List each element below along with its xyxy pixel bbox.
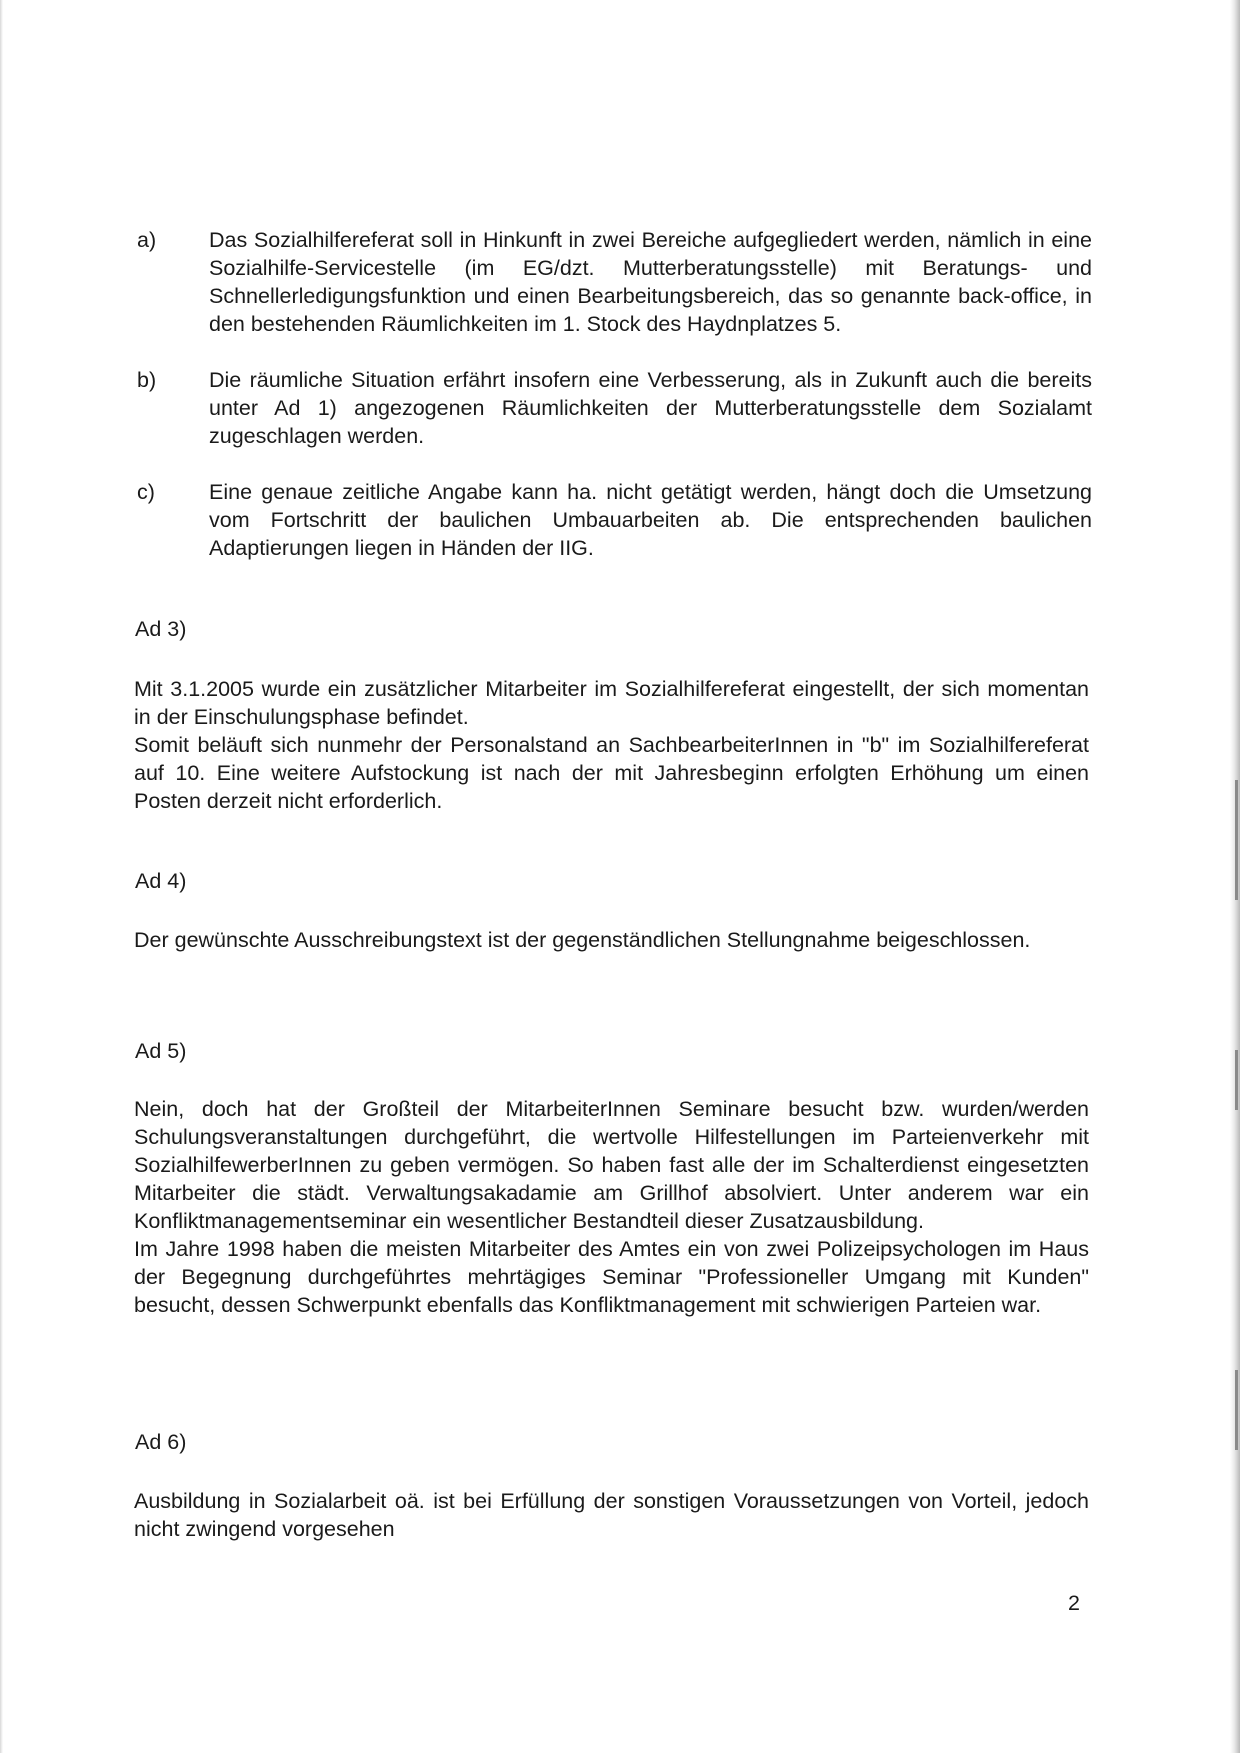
paragraph: Nein, doch hat der Großteil der MitarbeiterInnen Seminare besucht bzw. wurden/werden Schulungsveranstaltungen durchgeführt, die wertvolle Hilfestellungen im Parteienverkehr mit SozialhilfewerberInnen zu geben vermögen. So haben fast alle der im Schalterdienst eingesetzten Mitarbeiter die städt. Verwaltungsakadamie am Grillhof absolviert. Unter anderem war ein Konfliktmanagementseminar ein wesentlicher Bestandteil dieser Zusatzausbildung. <box>134 1097 1089 1233</box>
scan-left-edge <box>0 0 3 1753</box>
list-item-label: c) <box>137 480 155 504</box>
section-heading-ad4: Ad 4) <box>135 869 187 893</box>
paragraph: Ausbildung in Sozialarbeit oä. ist bei Erfüllung der sonstigen Voraussetzungen von Vorteil, jedoch nicht zwingend vorgesehen <box>134 1489 1089 1541</box>
list-item-text: Das Sozialhilfereferat soll in Hinkunft in zwei Bereiche aufgegliedert werden, nämlich in eine Sozialhilfe-Servicestelle (im EG/dzt. Mutterberatungsstelle) mit Beratungs- und Schnellerledigungsfunktion und einen Bearbeitungsbereich, das so genannte back-office, in den bestehenden Räumlichkeiten im 1. Stock des Haydnplatzes 5. <box>209 228 1092 336</box>
scan-edge-shadow <box>1235 780 1238 900</box>
paragraph: Mit 3.1.2005 wurde ein zusätzlicher Mitarbeiter im Sozialhilfereferat eingestellt, der sich momentan in der Einschulungsphase befindet. <box>134 677 1089 729</box>
section-heading-ad3: Ad 3) <box>135 617 187 641</box>
scan-edge-shadow <box>1235 1050 1238 1110</box>
paragraph: Somit beläuft sich nunmehr der Personalstand an SachbearbeiterInnen in "b" im Sozialhilfereferat auf 10. Eine weitere Aufstockung ist nach der mit Jahresbeginn erfolgten Erhöhung um einen Posten derzeit nicht erforderlich. <box>134 733 1089 813</box>
list-item-text: Eine genaue zeitliche Angabe kann ha. nicht getätigt werden, hängt doch die Umsetzung vom Fortschritt der baulichen Umbauarbeiten ab. Die entsprechenden baulichen Adaptierungen liegen in Händen der IIG. <box>209 480 1092 560</box>
page-number: 2 <box>1068 1591 1080 1615</box>
section-body-ad5 <box>134 1095 1089 1319</box>
list-item-label: a) <box>137 228 157 252</box>
scan-edge-shadow <box>1235 1370 1238 1450</box>
paragraph: Im Jahre 1998 haben die meisten Mitarbeiter des Amtes ein von zwei Polizeipsychologen im Haus der Begegnung durchgeführtes mehrtägiges Seminar "Professioneller Umgang mit Kunden" besucht, dessen Schwerpunkt ebenfalls das Konfliktmanagement mit schwierigen Parteien war. <box>134 1237 1089 1317</box>
list-item-label: b) <box>137 368 157 392</box>
section-body-ad6 <box>134 1487 1089 1543</box>
paragraph: Der gewünschte Ausschreibungstext ist der gegenständlichen Stellungnahme beigeschlossen. <box>134 928 1031 952</box>
section-heading-ad6: Ad 6) <box>135 1430 187 1454</box>
section-body-ad4 <box>134 926 1089 954</box>
section-heading-ad5: Ad 5) <box>135 1039 187 1063</box>
section-body-ad3 <box>134 675 1089 815</box>
list-item-text: Die räumliche Situation erfährt insofern eine Verbesserung, als in Zukunft auch die bereits unter Ad 1) angezogenen Räumlichkeiten der Mutterberatungsstelle dem Sozialamt zugeschlagen werden. <box>209 368 1092 448</box>
